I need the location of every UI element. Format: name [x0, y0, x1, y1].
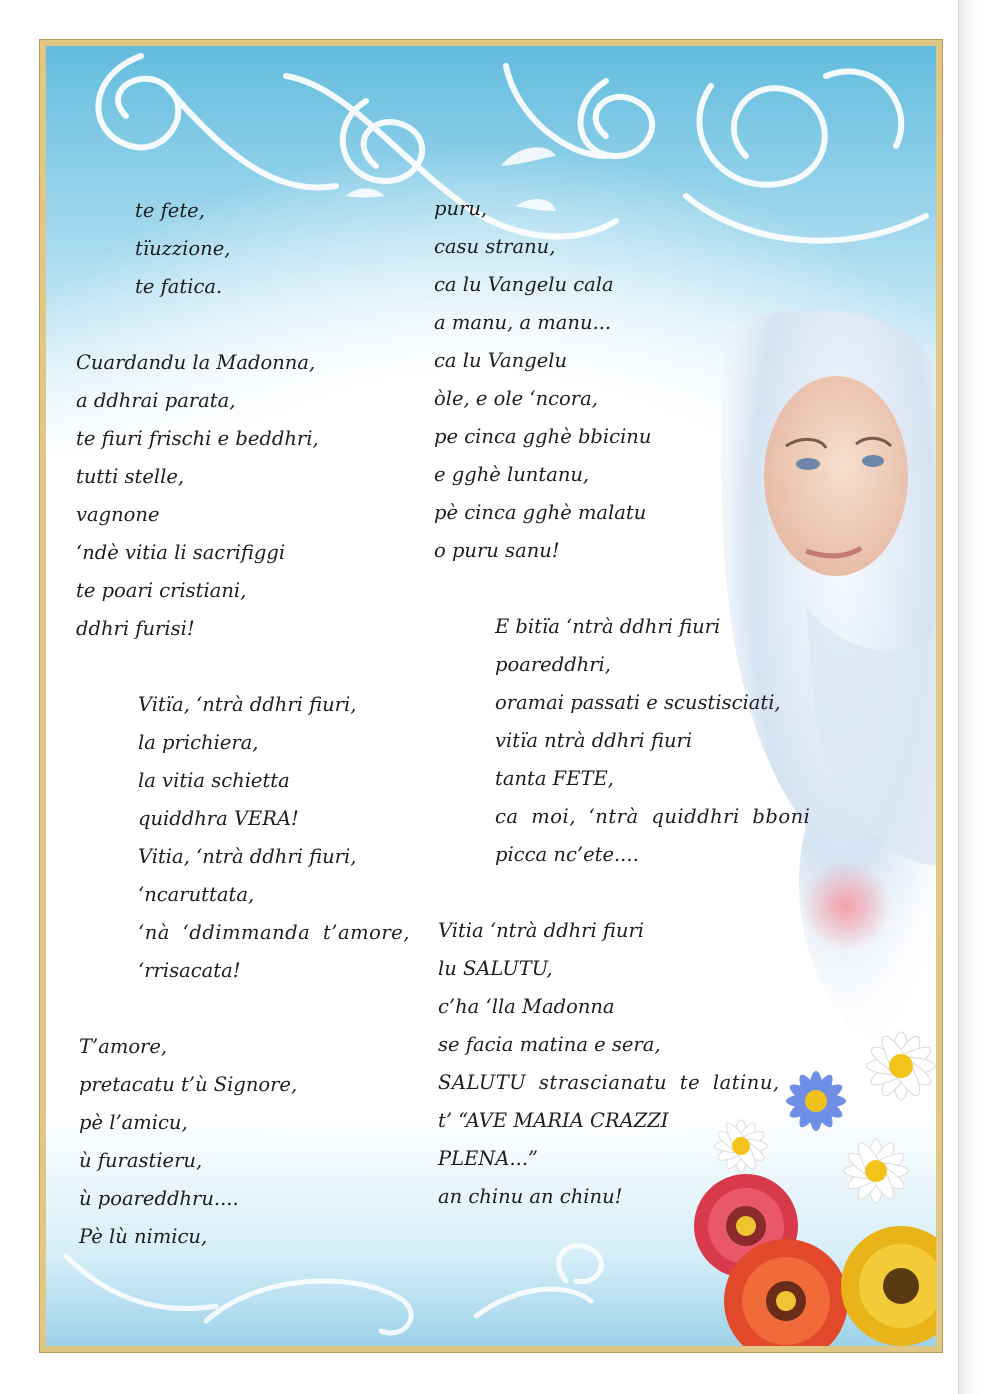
- verse-line: Cuardandu la Madonna,: [76, 351, 316, 374]
- verse-line: an chinu an chinu!: [438, 1185, 623, 1208]
- verse-line: òle, e ole ‘ncora,: [434, 387, 598, 410]
- verse-line: Vitia ‘ntrà ddhri fiuri: [438, 919, 645, 942]
- verse-line: ddhri furisi!: [76, 617, 195, 640]
- verse-line: te fatica.: [135, 275, 223, 298]
- verse-line: t’ “AVE MARIA CRAZZI: [438, 1109, 669, 1132]
- verse-line: ‘rrisacata!: [138, 959, 241, 982]
- verse-line: a manu, a manu...: [434, 311, 612, 334]
- verse-line: tutti stelle,: [76, 465, 185, 488]
- verse-line: SALUTU strascianatu te latinu,: [438, 1071, 780, 1094]
- stanza-3: [76, 686, 410, 990]
- verse-line: Pè lù nimicu,: [79, 1225, 208, 1248]
- verse-line: pè l’amicu,: [79, 1111, 188, 1134]
- verse-line: lu SALUTU,: [438, 957, 553, 980]
- verse-line: se facia matina e sera,: [438, 1033, 661, 1056]
- verse-line: puru,: [434, 197, 488, 220]
- verse-line: te poari cristiani,: [76, 579, 247, 602]
- verse-line: te fete,: [135, 199, 205, 222]
- verse-line: ‘ncaruttata,: [138, 883, 255, 906]
- verse-line: Vitia, ‘ntrà ddhri fiuri,: [138, 845, 357, 868]
- verse-line: ù poareddhru....: [79, 1187, 239, 1210]
- verse-line: c’ha ‘lla Madonna: [438, 995, 615, 1018]
- verse-line: te fiuri frischi e beddhri,: [76, 427, 319, 450]
- verse-line: PLENA...”: [438, 1147, 539, 1170]
- verse-line: ‘nà ‘ddimmanda t’amore,: [138, 921, 410, 944]
- verse-line: a ddhrai parata,: [76, 389, 236, 412]
- page-frame: [40, 40, 942, 1352]
- poem-column-left: [76, 192, 410, 1256]
- verse-line: casu stranu,: [434, 235, 556, 258]
- verse-line: la prichiera,: [138, 731, 259, 754]
- verse-line: oramai passati e scustisciati,: [495, 691, 781, 714]
- verse-line: ‘ndè vitia li sacrifiggi: [76, 541, 286, 564]
- verse-line: la vitia schietta: [138, 769, 290, 792]
- verse-line: tanta FETE,: [495, 767, 614, 790]
- verse-line: ù furastieru,: [79, 1149, 203, 1172]
- verse-line: vitïa ntrà ddhri fiuri: [495, 729, 693, 752]
- verse-line: ca lu Vangelu cala: [434, 273, 614, 296]
- verse-line: poareddhri,: [495, 653, 611, 676]
- verse-line: e gghè luntanu,: [434, 463, 590, 486]
- verse-line: pè cinca gghè malatu: [434, 501, 647, 524]
- verse-line: ca lu Vangelu: [434, 349, 568, 372]
- poem-column-right: [432, 190, 810, 1216]
- verse-line: o puru sanu!: [434, 539, 560, 562]
- stanza-1: [76, 192, 410, 306]
- verse-line: E bitïa ‘ntrà ddhri fiuri: [495, 615, 721, 638]
- verse-line: tïuzzione,: [135, 237, 231, 260]
- verse-line: vagnone: [76, 503, 160, 526]
- verse-line: pe cinca gghè bbicinu: [434, 425, 652, 448]
- stanza-5: [432, 190, 810, 570]
- stanza-7: [432, 912, 810, 1216]
- verse-line: quiddhra VERA!: [138, 807, 299, 830]
- stanza-2: [76, 344, 410, 648]
- stanza-6: [432, 608, 810, 874]
- verse-line: picca nc’ete....: [495, 843, 639, 866]
- page-edge: [958, 0, 983, 1394]
- verse-line: T’amore,: [79, 1035, 168, 1058]
- verse-line: pretacatu t’ù Signore,: [79, 1073, 298, 1096]
- stanza-4: [76, 1028, 410, 1256]
- verse-line: ca moi, ‘ntrà quiddhri bboni: [495, 805, 811, 828]
- verse-line: Vitïa, ‘ntrà ddhri fiuri,: [138, 693, 357, 716]
